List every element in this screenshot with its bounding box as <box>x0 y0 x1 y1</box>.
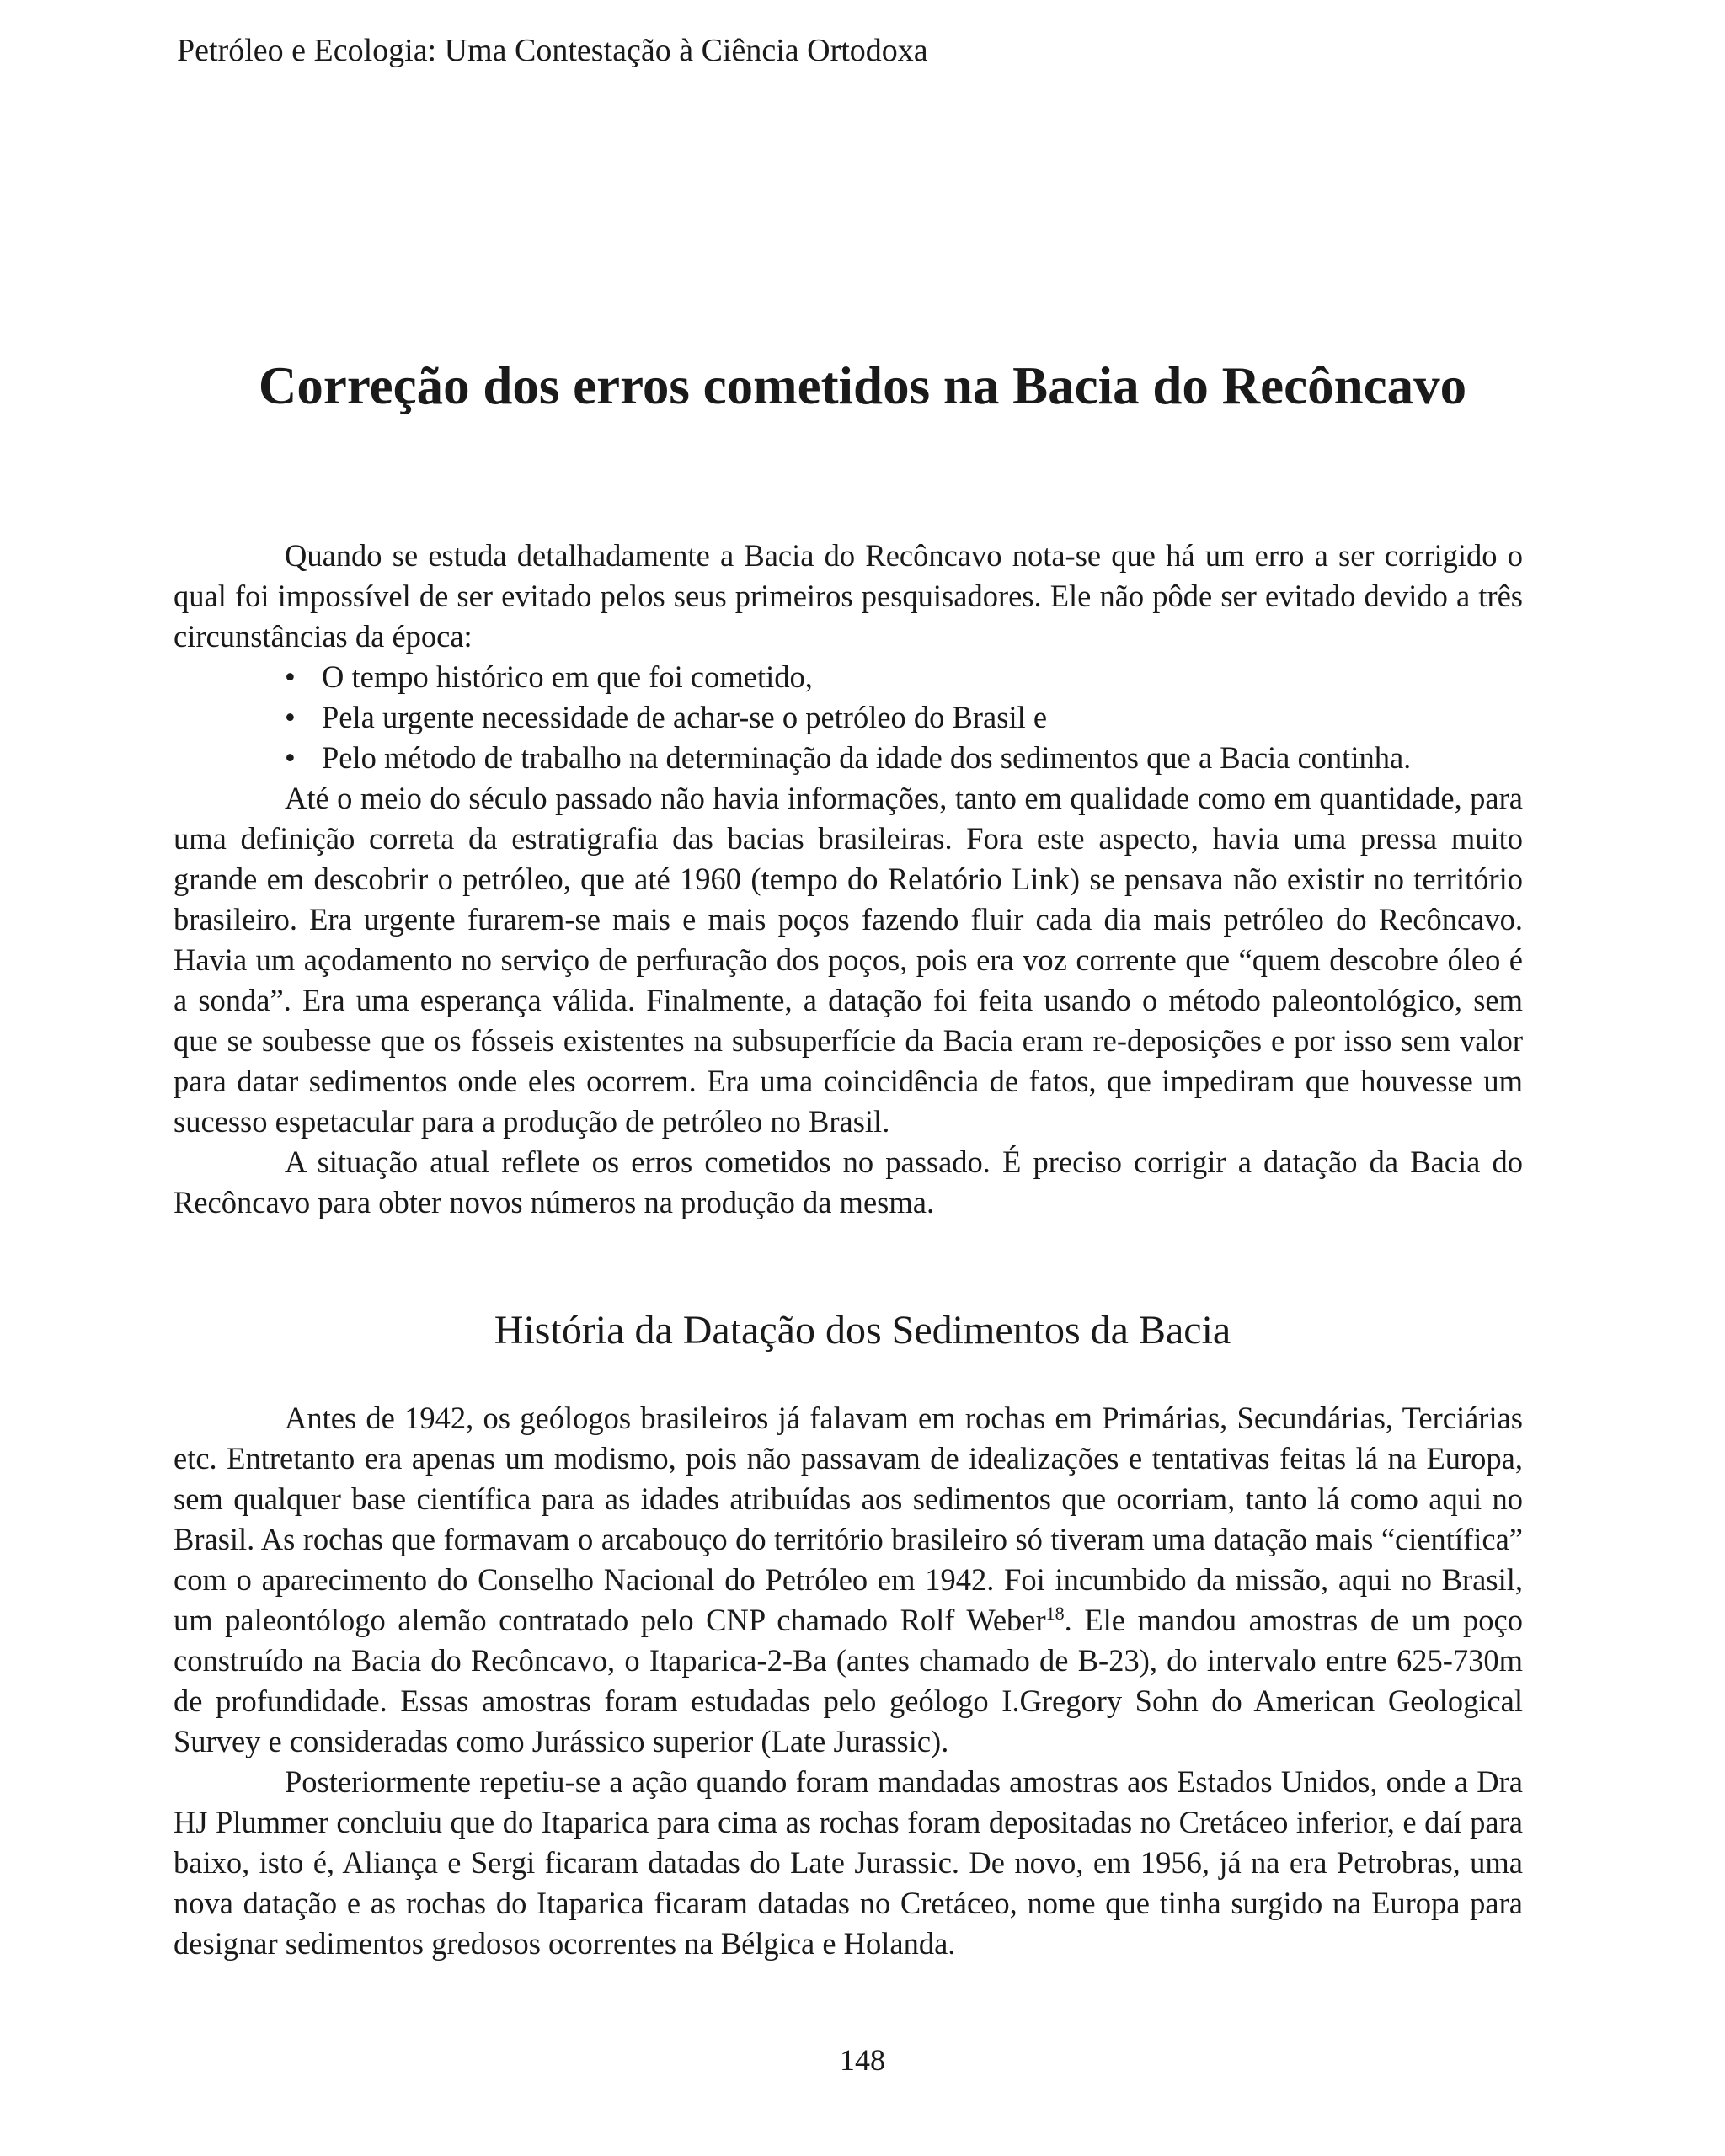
list-item-text: Pelo método de trabalho na determinação da idade dos sedimentos que a Bacia continha. <box>322 740 1412 775</box>
list-item <box>174 657 1523 697</box>
section-heading: História da Datação dos Sedimentos da Bacia <box>494 1308 1231 1353</box>
list-item-text: O tempo histórico em que foi cometido, <box>322 659 813 694</box>
body-paragraph: Posteriormente repetiu-se a ação quando foram mandadas amostras aos Estados Unidos, onde a Dra HJ Plummer concluiu que do Itaparica para cima as rochas foram depositadas no Cretáceo inferior, e daí para baixo, isto é, Aliança e Sergi ficaram datadas do Late Jurassic. De novo, em 1956, já na era Petrobras, uma nova datação e as rochas do Itaparica ficaram datadas no Cretáceo, nome que tinha surgido na Europa para designar sedimentos gredosos ocorrentes na Bélgica e Holanda. <box>174 1764 1523 1961</box>
footnote-reference: 18 <box>1045 1602 1065 1624</box>
list-item-text: Pela urgente necessidade de achar-se o petróleo do Brasil e <box>322 700 1048 734</box>
body-paragraph <box>174 1398 1523 1762</box>
paragraph-text: Antes de 1942, os geólogos brasileiros já falavam em rochas em Primárias, Secundárias, Terciárias etc. Entretanto era apenas um modismo, pois não passavam de idealizações e tentativas feitas lá na Europa, sem qualquer base científica para as idades atribuídas aos sedimentos que ocorriam, tanto lá como aqui no Brasil. As rochas que formavam o arcabouço do território brasileiro só tiveram uma datação mais “científica” com o aparecimento do Conselho Nacional do Petróleo em 1942. Foi incumbido da missão, aqui no Brasil, um paleontólogo alemão contratado pelo CNP chamado Rolf Weber <box>174 1401 1523 1637</box>
bullet-icon: • <box>285 700 296 734</box>
intro-paragraph: Quando se estuda detalhadamente a Bacia do Recôncavo nota-se que há um erro a ser corrigido o qual foi impossível de ser evitado pelos seus primeiros pesquisadores. Ele não pôde ser evitado devido a três circunstâncias da época: <box>174 538 1523 654</box>
chapter-body <box>174 536 1523 1223</box>
list-item <box>174 697 1523 738</box>
list-item <box>174 738 1523 778</box>
circumstances-list <box>174 657 1523 778</box>
page-number: 148 <box>840 2043 885 2077</box>
bullet-icon: • <box>285 740 296 775</box>
paragraph-text: . Ele mandou amostras de um poço construído na Bacia do Recôncavo, o Itaparica-2-Ba (antes chamado de B-23), do intervalo entre 625-730m de profundidade. Essas amostras foram estudadas pelo geólogo I.Gregory Sohn do American Geological Survey e consideradas como Jurássico superior (Late Jurassic). <box>174 1603 1523 1758</box>
bullet-icon: • <box>285 659 296 694</box>
body-paragraph: Até o meio do século passado não havia informações, tanto em qualidade como em quantidade, para uma definição correta da estratigrafia das bacias brasileiras. Fora este aspecto, havia uma pressa muito grande em descobrir o petróleo, que até 1960 (tempo do Relatório Link) se pensava não existir no território brasileiro. Era urgente furarem-se mais e mais poços fazendo fluir cada dia mais petróleo do Recôncavo. Havia um açodamento no serviço de perfuração dos poços, pois era voz corrente que “quem descobre óleo é a sonda”. Era uma esperança válida. Finalmente, a datação foi feita usando o método paleontológico, sem que se soubesse que os fósseis existentes na subsuperfície da Bacia eram re-deposições e por isso sem valor para datar sedimentos onde eles ocorrem. Era uma coincidência de fatos, que impediram que houvesse um sucesso espetacular para a produção de petróleo no Brasil. <box>174 781 1523 1139</box>
chapter-title: Correção dos erros cometidos na Bacia do Recôncavo <box>258 356 1467 415</box>
running-header: Petróleo e Ecologia: Uma Contestação à Ciência Ortodoxa <box>177 33 928 68</box>
body-paragraph: A situação atual reflete os erros cometidos no passado. É preciso corrigir a datação da Bacia do Recôncavo para obter novos números na produção da mesma. <box>174 1145 1523 1219</box>
section-body <box>174 1398 1523 1964</box>
